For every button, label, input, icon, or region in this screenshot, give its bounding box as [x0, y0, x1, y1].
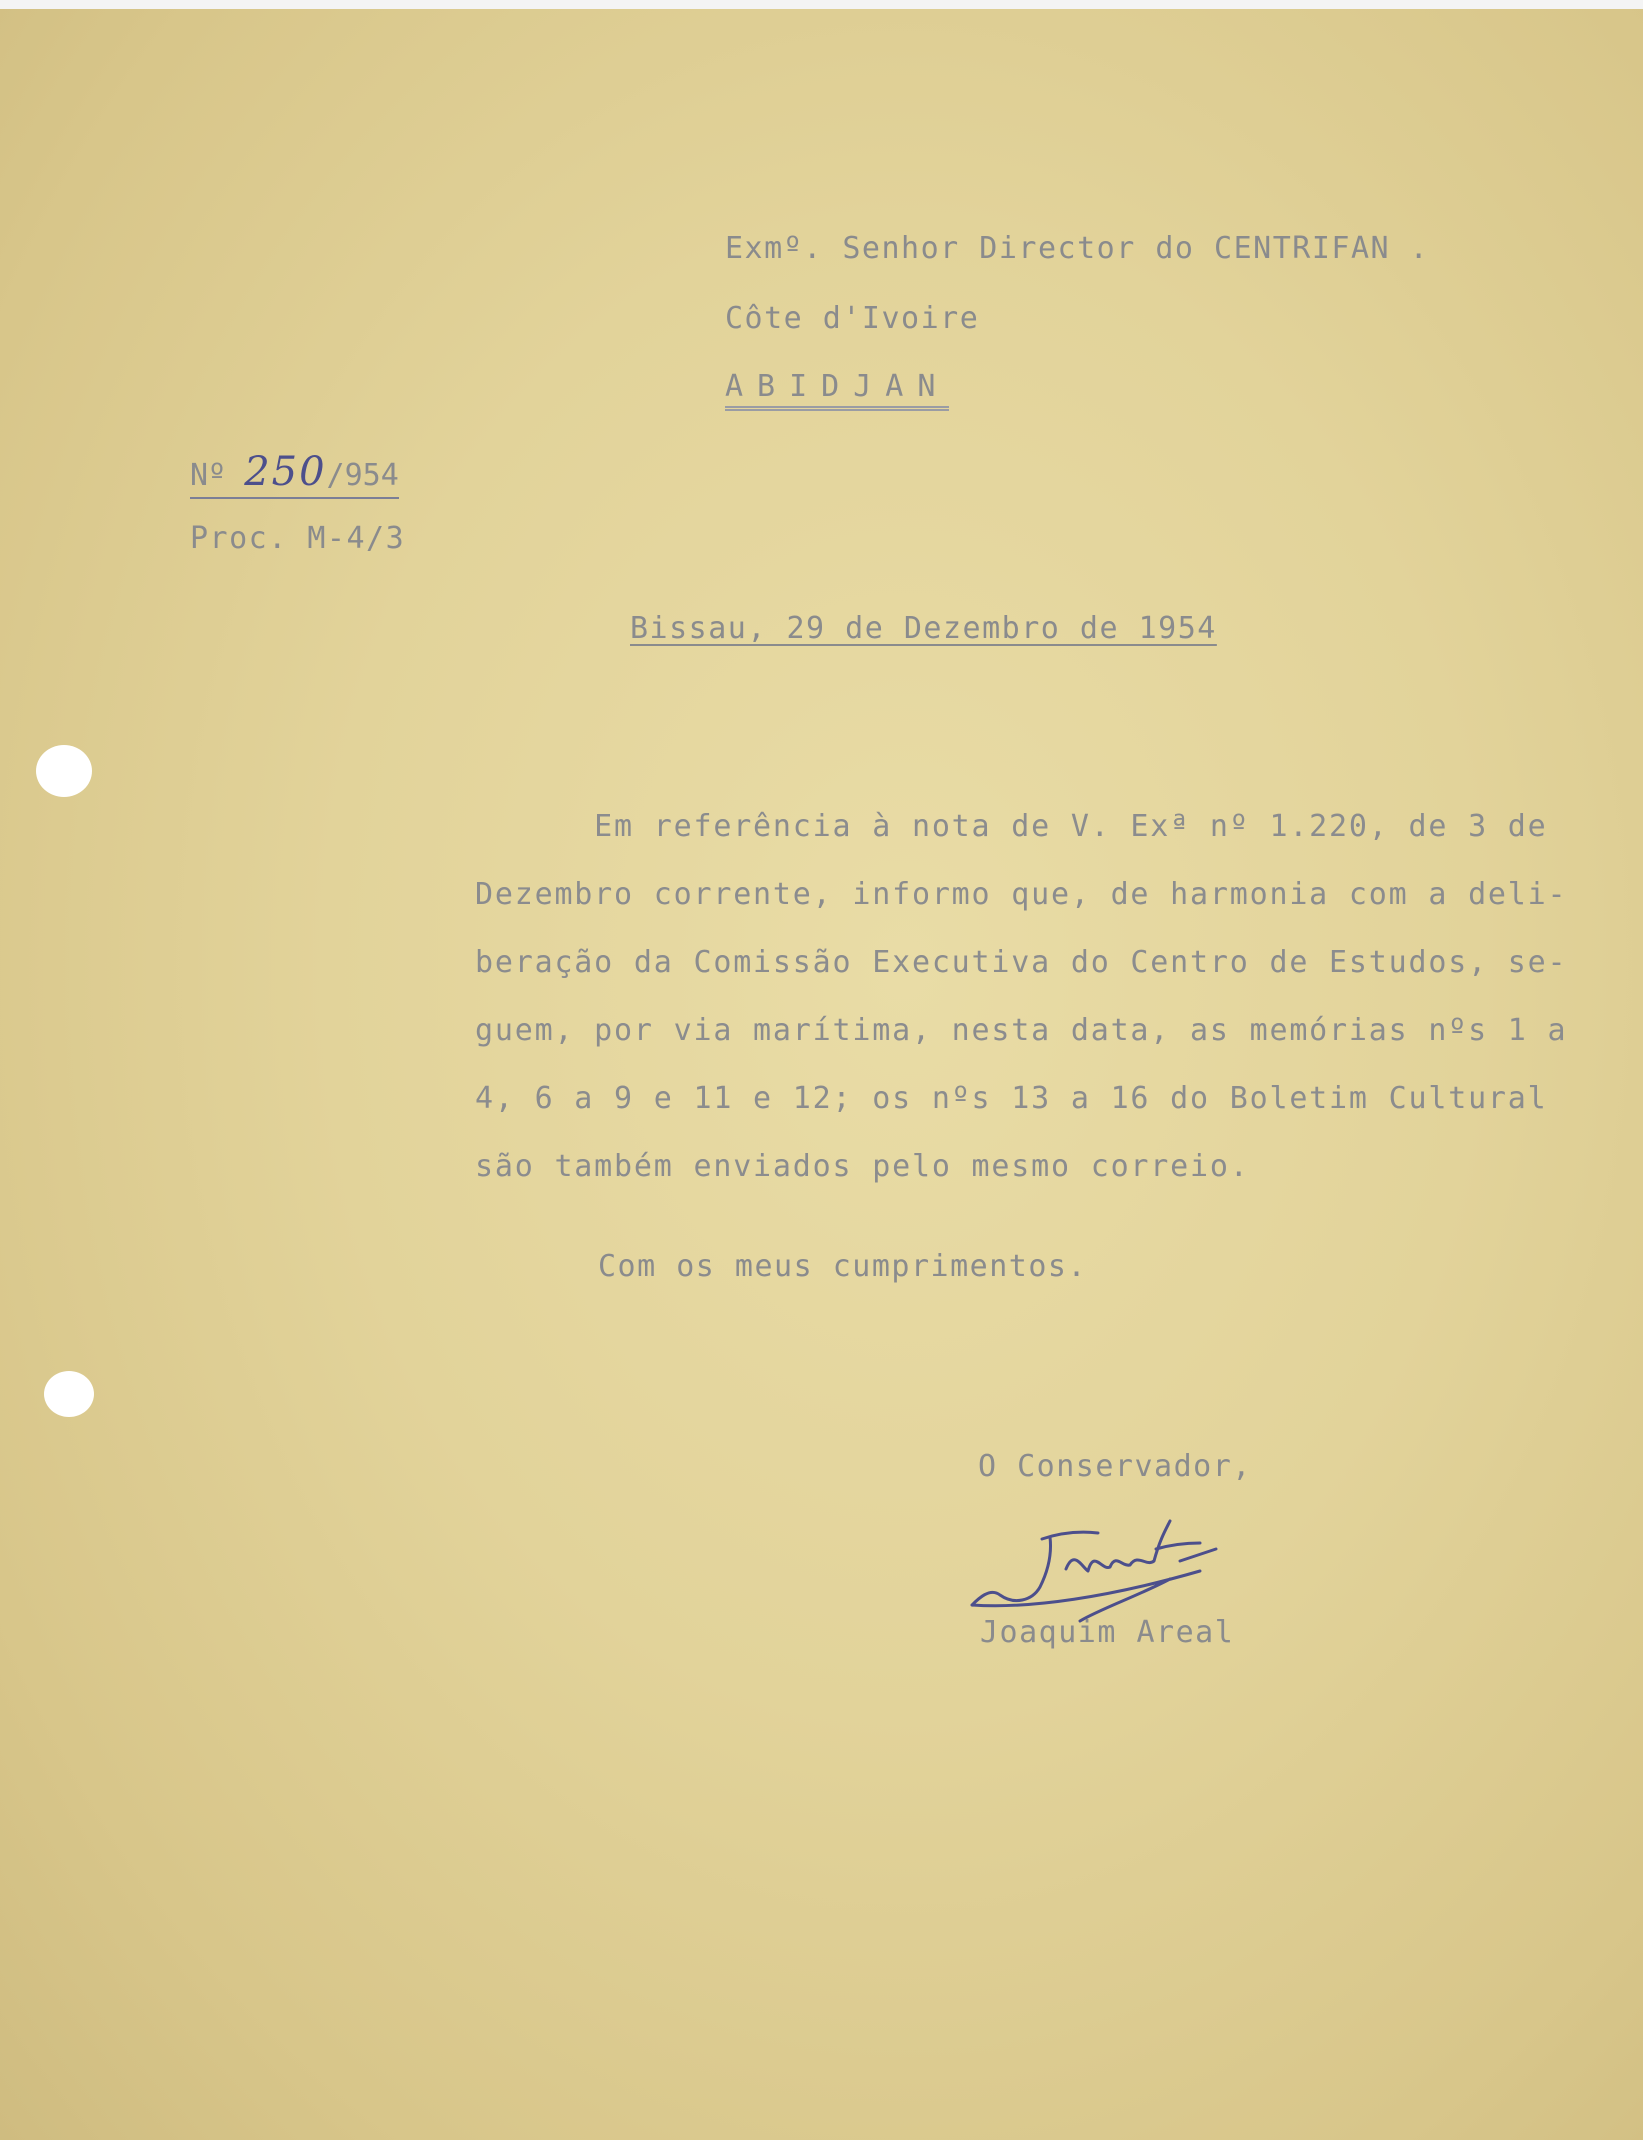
recipient-city: ABIDJAN [725, 369, 949, 411]
body-line-2: Dezembro corrente, informo que, de harmonia com a deli- [475, 877, 1568, 912]
signoff-title: O Conservador, [978, 1449, 1252, 1484]
recipient-line-2: Côte d'Ivoire [725, 301, 980, 336]
punch-hole-lower [44, 1371, 94, 1417]
body-line-4: guem, por via marítima, nesta data, as memórias nºs 1 a [475, 1013, 1568, 1048]
signatory-name: Joaquim Areal [980, 1615, 1235, 1650]
reference-number [190, 449, 399, 499]
scan-top-edge [0, 0, 1643, 9]
punch-hole-upper [36, 745, 92, 797]
reference-year: /954 [326, 458, 399, 493]
body-line-3: beração da Comissão Executiva do Centro de Estudos, se- [475, 945, 1568, 980]
handwritten-signature [970, 1509, 1240, 1629]
closing-line: Com os meus cumprimentos. [598, 1249, 1088, 1284]
reference-prefix: Nº [190, 458, 245, 493]
body-line-6: são também enviados pelo mesmo correio. [475, 1149, 1250, 1184]
body-line-1: Em referência à nota de V. Exª nº 1.220, de 3 de [475, 809, 1548, 844]
letter-page [0, 9, 1643, 2140]
body-line-5: 4, 6 a 9 e 11 e 12; os nºs 13 a 16 do Boletim Cultural [475, 1081, 1548, 1116]
process-reference: Proc. M-4/3 [190, 521, 406, 556]
handwritten-number: 250 [244, 449, 327, 495]
recipient-line-1: Exmº. Senhor Director do CENTRIFAN . [725, 231, 1430, 266]
date-line: Bissau, 29 de Dezembro de 1954 [630, 611, 1217, 646]
